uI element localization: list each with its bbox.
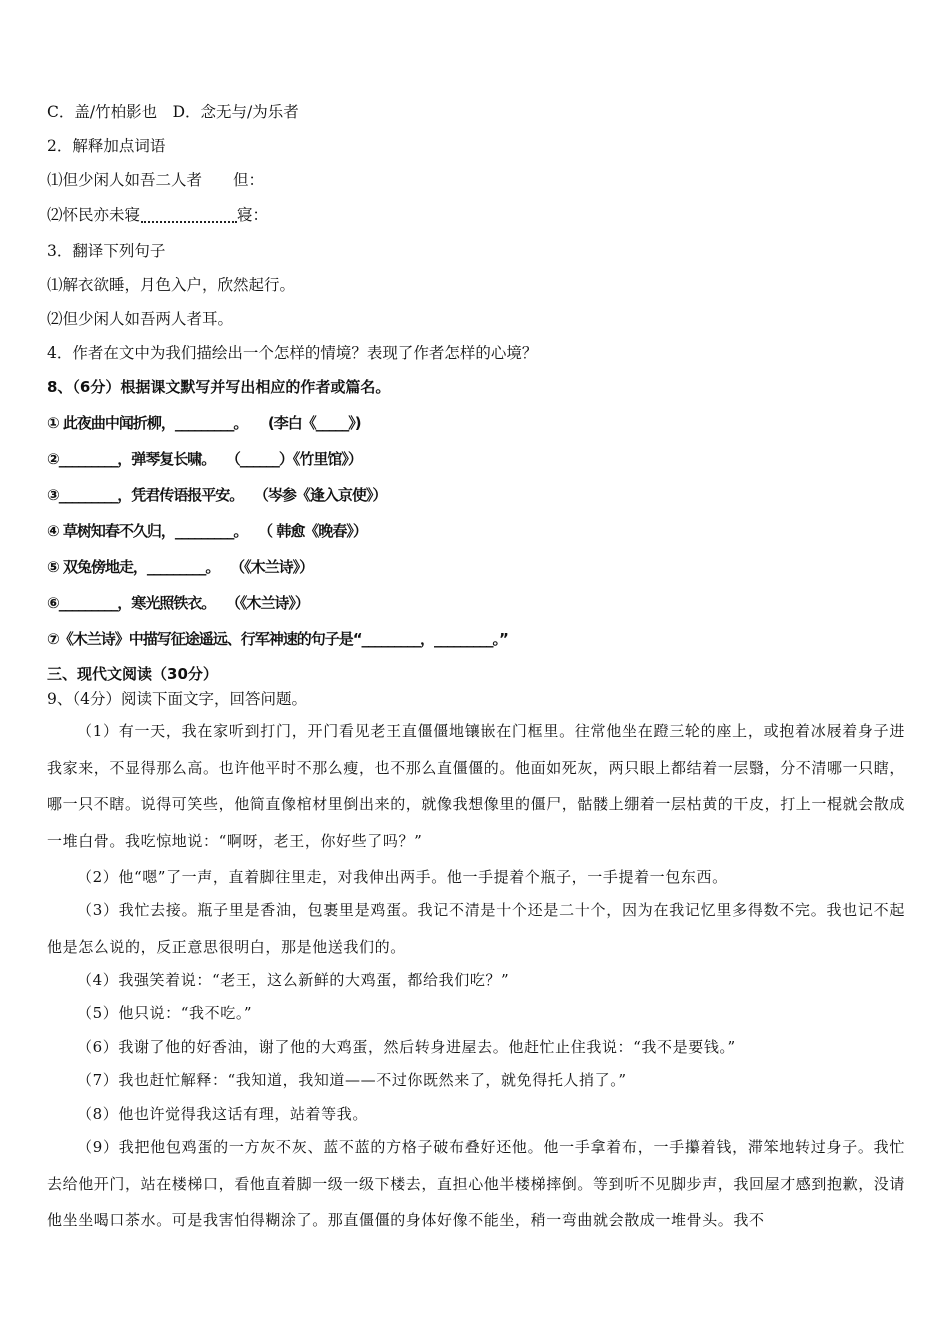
question-2-item-2 [47,205,268,225]
question-9-title: 9、（4分）阅读下面文字，回答问题。 [47,690,307,708]
section-3-title: 三、现代文阅读（30分） [47,665,218,683]
question-8-item-2: ②_________，弹琴复长啸。 （______）《竹里馆》） [47,450,362,468]
question-8-item-7: ⑦《木兰诗》中描写征途遥远、行军神速的句子是“_________，_________。” [47,630,508,648]
options-c-d: C．盖/竹柏影也 D．念无与/为乐者 [47,103,299,121]
question-3-item-1: ⑴解衣欲睡，月色入户，欣然起行。 [47,276,296,294]
question-3-item-2: ⑵但少闲人如吾两人者耳。 [47,310,234,328]
question-4: 4．作者在文中为我们描绘出一个怎样的情境？表现了作者怎样的心境？ [47,344,538,362]
question-3-title: 3．翻译下列句子 [47,242,166,260]
question-8-item-5: ⑤ 双兔傍地走，_________。 （《木兰诗》） [47,558,314,576]
emphasis-dots [141,207,237,223]
question-2-title: 2．解释加点词语 [47,137,166,155]
passage-paragraph-9: （9）我把他包鸡蛋的一方灰不灰、蓝不蓝的方格子破布叠好还他。他一手拿着布，一手攥着钱，滞笨地转过身子。我忙去给他开门，站在楼梯口，看他直着脚一级一级下楼去，直担心他半楼梯摔倒。等到听不见脚步声，我回屋才感到抱歉，没请他坐坐喝口茶水。可是我害怕得糊涂了。那直僵僵的身体好像不能坐，稍一弯曲就会散成一堆骨头。我不 [47,1138,906,1229]
question-2-item-2-suffix: 寝： [237,206,269,224]
question-8-item-4: ④ 草树知春不久归，_________。 （ 韩愈《晚春》） [47,522,367,540]
question-8-item-3: ③_________，凭君传语报平安。 （岑参《逢入京使》） [47,486,387,504]
question-2-item-2-text: ⑵怀民亦未寝 [47,206,141,224]
passage-paragraph-8: （8）他也许觉得我这话有理，站着等我。 [77,1105,368,1123]
passage-paragraph-3: （3）我忙去接。瓶子里是香油，包裹里是鸡蛋。我记不清是十个还是二十个，因为在我记忆里多得数不完。我也记不起他是怎么说的，反正意思很明白，那是他送我们的。 [47,901,905,956]
question-8-item-6: ⑥_________，寒光照铁衣。 （《木兰诗》） [47,594,309,612]
passage-paragraph-1: （1）有一天，我在家听到打门，开门看见老王直僵僵地镶嵌在门框里。往常他坐在蹬三轮的座上，或抱着冰屐着身子进我家来，不显得那么高。也许他平时不那么瘦，也不那么直僵僵的。他面如死灰，两只眼上都结着一层翳，分不清哪一只瞎，哪一只不瞎。说得可笑些，他简直像棺材里倒出来的，就像我想像里的僵尸，骷髅上绷着一层枯黄的干皮，打上一棍就会散成一堆白骨。我吃惊地说：“啊呀，老王，你好些了吗？” [47,722,906,850]
question-2-item-1: ⑴但少闲人如吾二人者 但： [47,171,265,189]
passage-paragraph-6: （6）我谢了他的好香油，谢了他的大鸡蛋，然后转身进屋去。他赶忙止住我说：“我不是要钱。” [77,1038,736,1056]
passage-paragraph-5: （5）他只说：“我不吃。” [77,1004,253,1022]
passage-paragraph-2: （2）他“嗯”了一声，直着脚往里走，对我伸出两手。他一手提着个瓶子，一手提着一包东西。 [77,868,728,886]
question-8-title: 8、（6分）根据课文默写并写出相应的作者或篇名。 [47,378,391,396]
passage-paragraph-7: （7）我也赶忙解释：“我知道，我知道——不过你既然来了，就免得托人捎了。” [77,1071,627,1089]
passage-paragraph-4: （4）我强笑着说：“老王，这么新鲜的大鸡蛋，都给我们吃？” [77,971,510,989]
question-8-item-1: ① 此夜曲中闻折柳，_________。 (李白《_____》) [47,414,361,432]
